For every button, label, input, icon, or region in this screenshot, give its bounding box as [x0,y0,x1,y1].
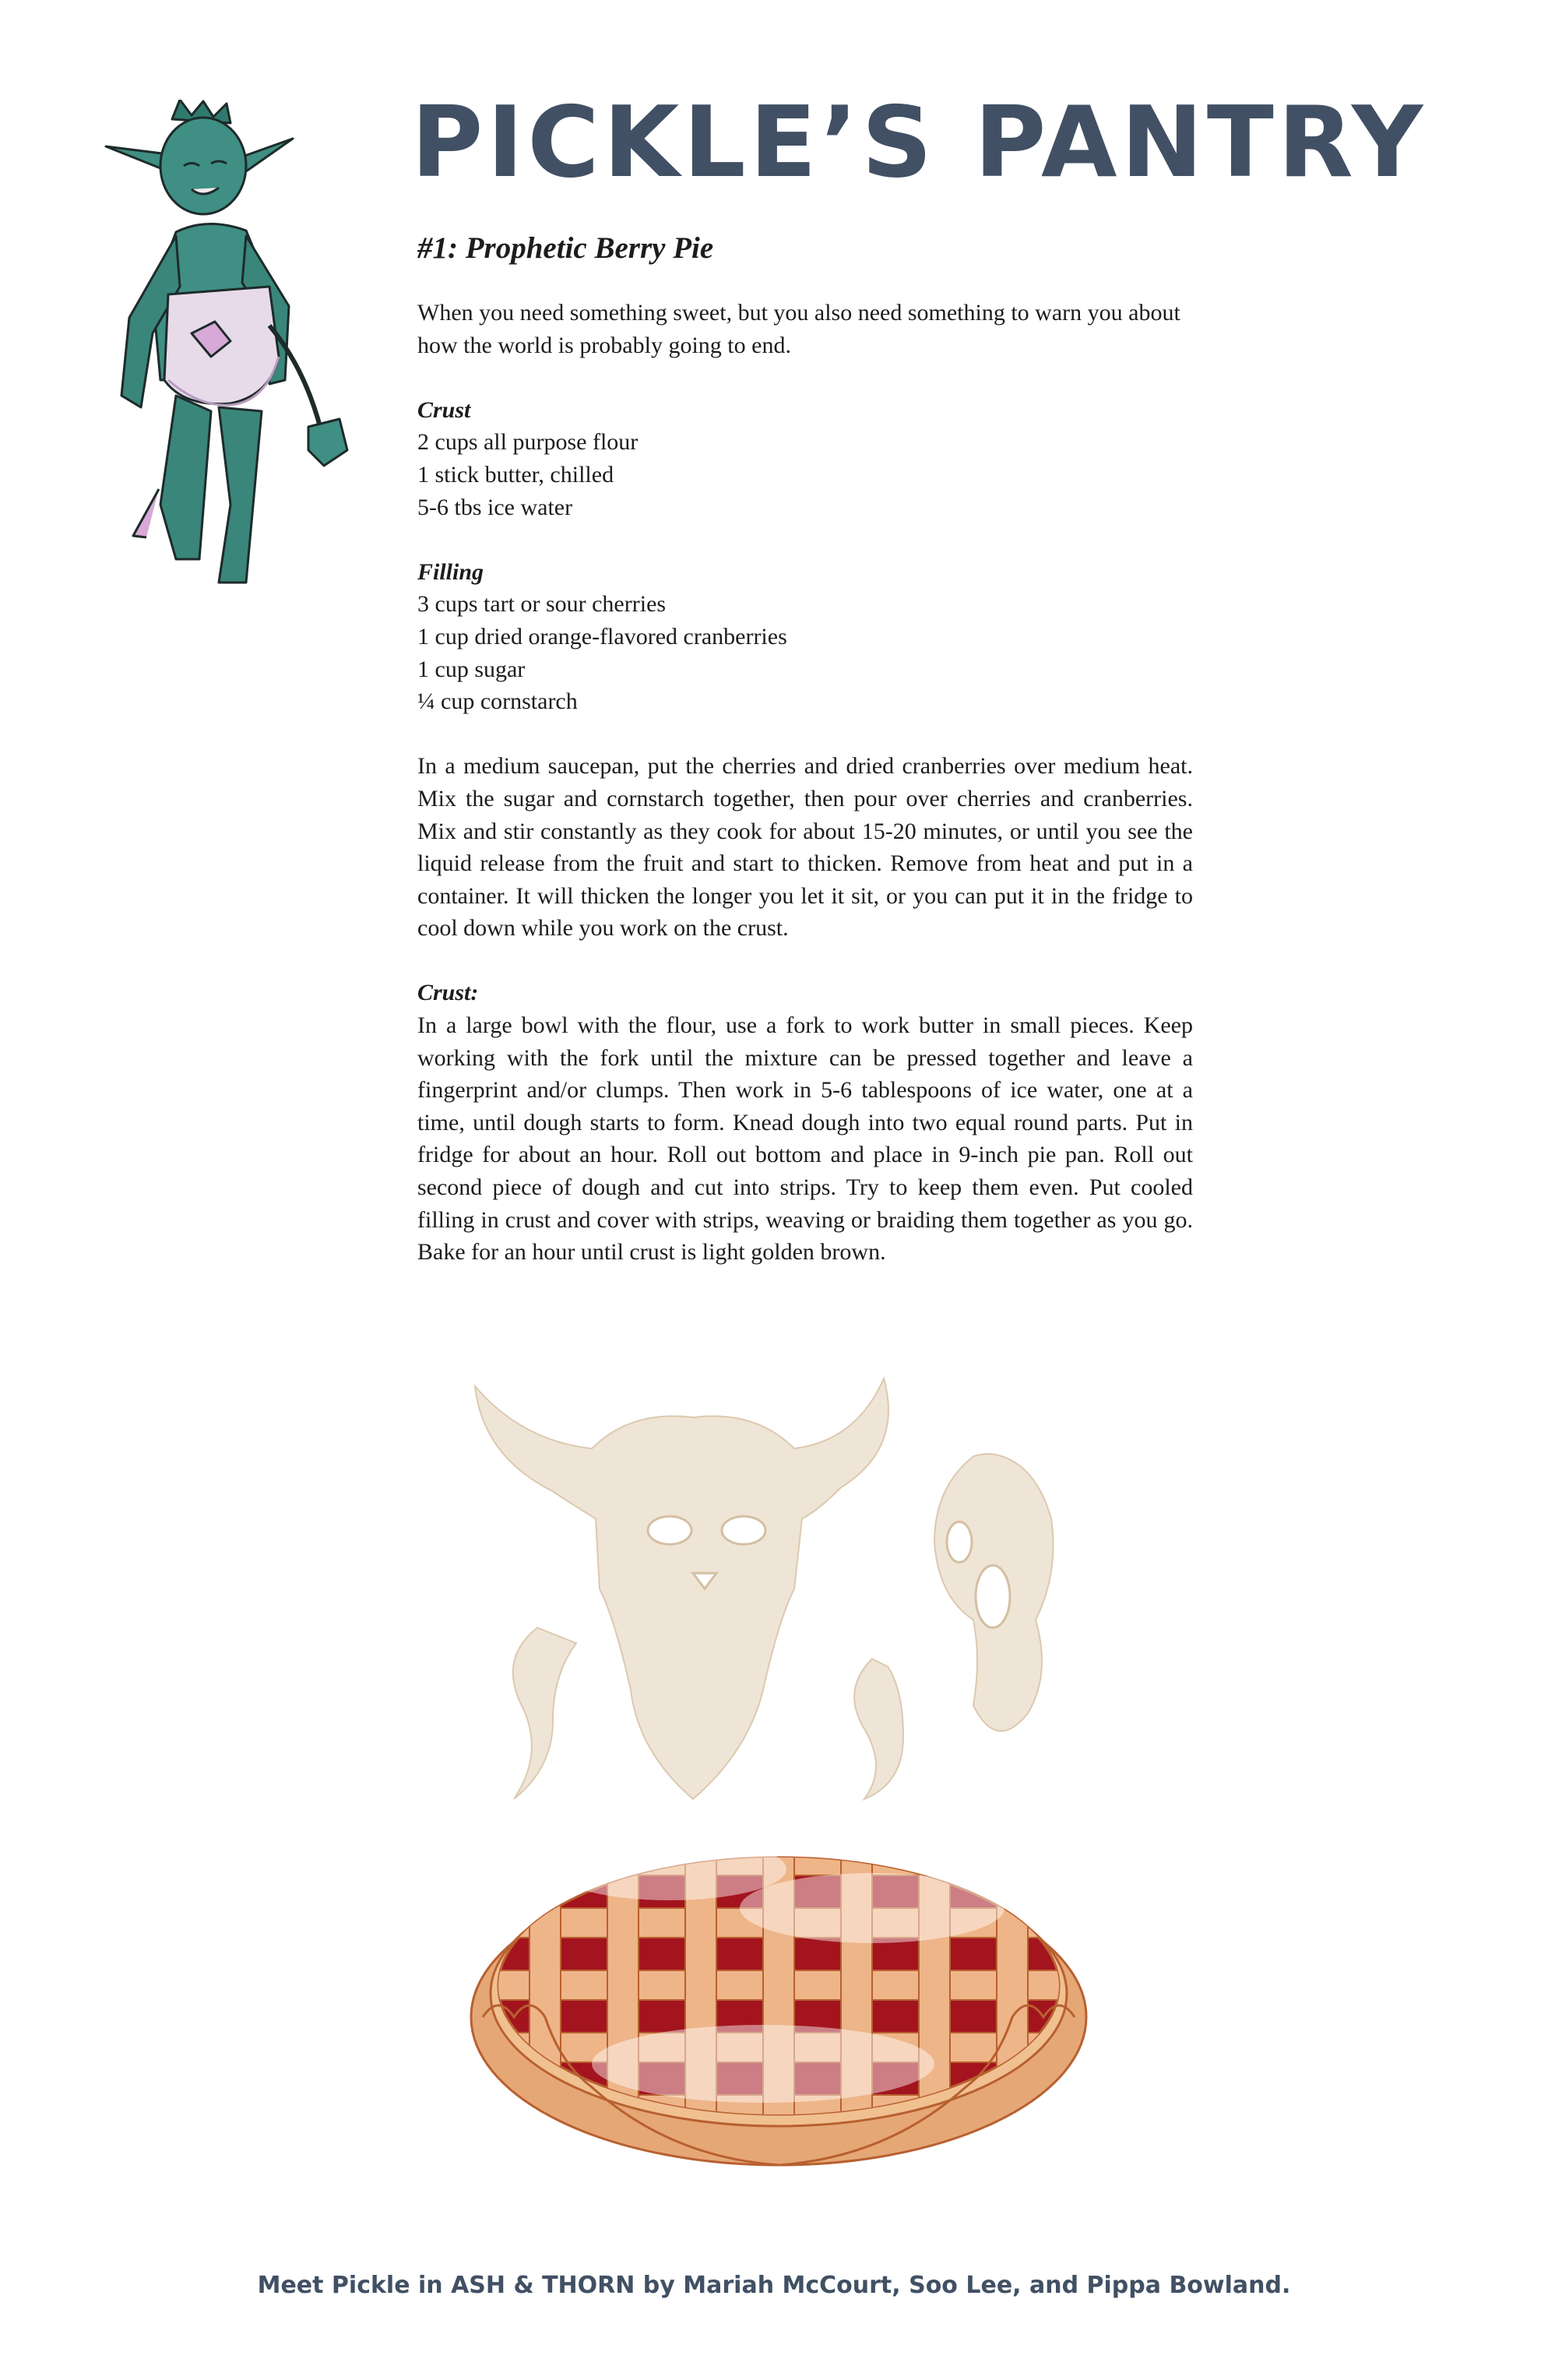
page-title: PICKLE’S PANTRY [411,85,1427,199]
pie [436,1830,1121,2165]
recipe-intro: When you need something sweet, but you also need something to warn you about how the world is probably going to end. [417,300,1180,358]
crust-ingredients [417,394,1193,523]
list-item: 1 cup sugar [417,656,526,682]
filling-ingredients [417,556,1193,718]
list-item: ¼ cup cornstarch [417,688,578,715]
crust-ingredient-list [417,426,1193,523]
crust-directions-text: In a large bowl with the flour, use a fork to work butter in small pieces. Keep working with the fork until the mixture can be pressed together and leave a fingerprint and/or clumps. Then work in 5-6 tablespoons of ice water, one at a time, until dough starts to form. Knead dough into two equal round parts. Put in fridge for about an hour. Roll out bottom and place in 9-inch pie pan. Roll out second piece of dough and cut into strips. Try to keep them even. Put cooled filling in crust and cover with strips, weaving or braiding them together as you go. Bake for an hour until crust is light golden brown. [417,1012,1193,1266]
haunted-pie-illustration [436,1363,1121,2243]
filling-ingredients-heading: Filling [417,558,484,585]
recipe-title: #1: Prophetic Berry Pie [417,231,714,265]
list-item: 5-6 tbs ice water [417,494,573,520]
list-item: 2 cups all purpose flour [417,429,639,456]
list-item: 3 cups tart or sour cherries [417,591,667,618]
list-item: 1 cup dried orange-flavored cranberries [417,623,787,650]
recipe-text [417,226,1193,1301]
crust-directions [417,977,1193,1268]
goblin-illustration [75,100,386,606]
filling-directions: In a medium saucepan, put the cherries and dried cranberries over medium heat. Mix the sugar and cornstarch together, then pour over cherries and cranberries. Mix and stir constantly as they cook for about 15-20 minutes, or until you see the liquid release from the fruit and start to thicken. Remove from heat and put in a container. It will thicken the longer you let it sit, or you can put it in the fridge to cool down while you work on the crust. [417,753,1193,942]
ghost-skull-wisps [475,1378,1054,1799]
list-item: 1 stick butter, chilled [417,461,614,488]
filling-ingredient-list [417,588,1193,717]
footer-credit: Meet Pickle in ASH & THORN by Mariah McCourt, Soo Lee, and Pippa Bowland. [257,2272,1291,2299]
crust-ingredients-heading: Crust [417,396,471,423]
crust-directions-heading: Crust: [417,980,479,1006]
